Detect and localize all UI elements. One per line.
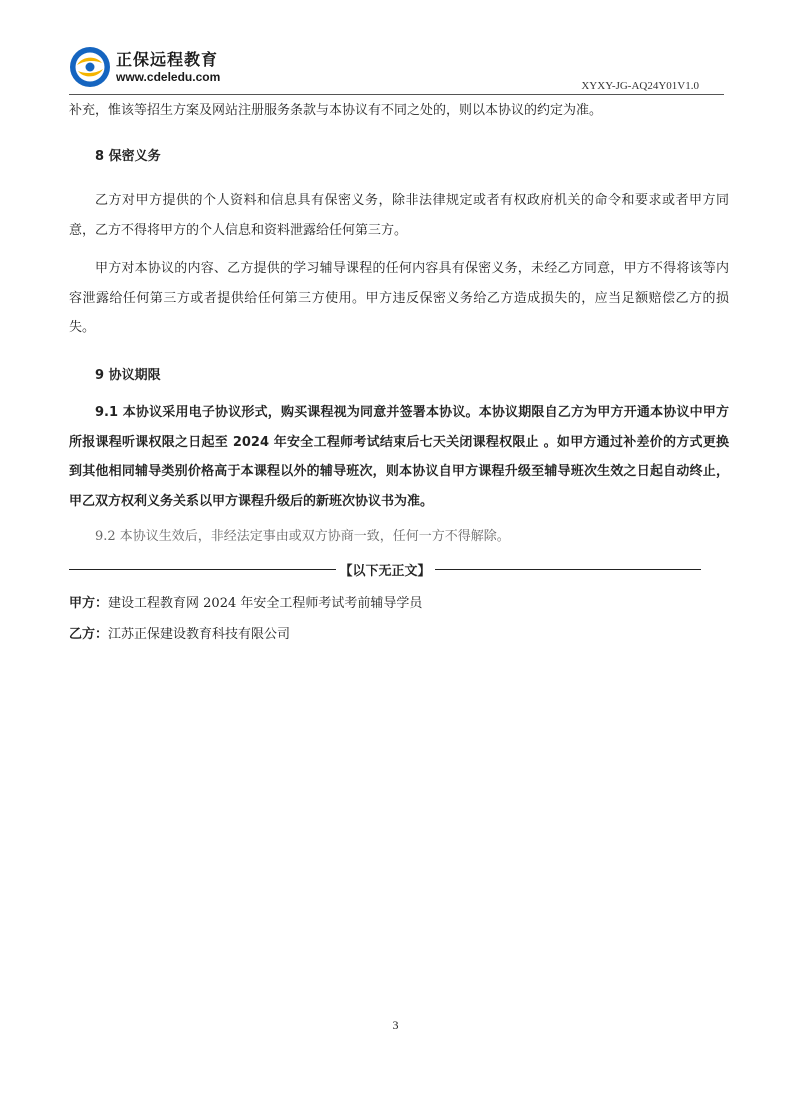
party-b-value: 江苏正保建设教育科技有限公司 [108, 627, 291, 642]
party-b [69, 623, 290, 642]
party-a-label: 甲方： [69, 596, 109, 611]
header-divider [69, 94, 724, 95]
brand-logo-icon [69, 46, 111, 88]
end-of-text-divider [69, 560, 701, 578]
party-b-label: 乙方： [69, 627, 109, 642]
section-8-heading: 8 保密义务 [95, 149, 161, 164]
section-8-paragraph-1: 乙方对甲方提供的个人资料和信息具有保密义务，除非法律规定或者有权政府机关的命令和要求或者甲方同意，乙方不得将甲方的个人信息和资料泄露给任何第三方。 [69, 193, 729, 238]
brand-name: 正保远程教育 [116, 50, 219, 69]
page-number: 3 [392, 1018, 399, 1032]
divider-line-right [435, 569, 702, 570]
section-9-1-paragraph: 9.1 本协议采用电子协议形式，购买课程视为同意并签署本协议。本协议期限自乙方为甲方开通本协议中甲方所报课程听课权限之日起至 2024 年安全工程师考试结束后七天关闭课程权限止 。如甲方通过补差价的方式更换到其他相同辅导类别价格高于本课程以外的辅导班次，则本协议自甲方课程升级至辅导班次生效之日起自动终止，甲乙双方权利义务关系以甲方课程升级后的新班次协议书为准。 [69, 405, 729, 509]
party-a-value: 建设工程教育网 2024 年安全工程师考试考前辅导学员 [108, 596, 423, 611]
end-of-text-marker: 【以下无正文】 [339, 563, 431, 579]
continuation-paragraph: 补充，惟该等招生方案及网站注册服务条款与本协议有不同之处的，则以本协议的约定为准。 [69, 103, 603, 118]
section-9-2-paragraph: 9.2 本协议生效后，非经法定事由或双方协商一致，任何一方不得解除。 [95, 529, 510, 544]
document-code: XYXY-JG-AQ24Y01V1.0 [581, 80, 699, 92]
section-8-paragraph-2: 甲方对本协议的内容、乙方提供的学习辅导课程的任何内容具有保密义务，未经乙方同意，甲方不得将该等内容泄露给任何第三方或者提供给任何第三方使用。甲方违反保密义务给乙方造成损失的，应当足额赔偿乙方的损失。 [69, 261, 729, 335]
section-9-heading: 9 协议期限 [95, 368, 161, 383]
divider-line-left [69, 569, 336, 570]
brand-url: www.cdeledu.com [116, 70, 221, 84]
party-a [69, 592, 422, 611]
